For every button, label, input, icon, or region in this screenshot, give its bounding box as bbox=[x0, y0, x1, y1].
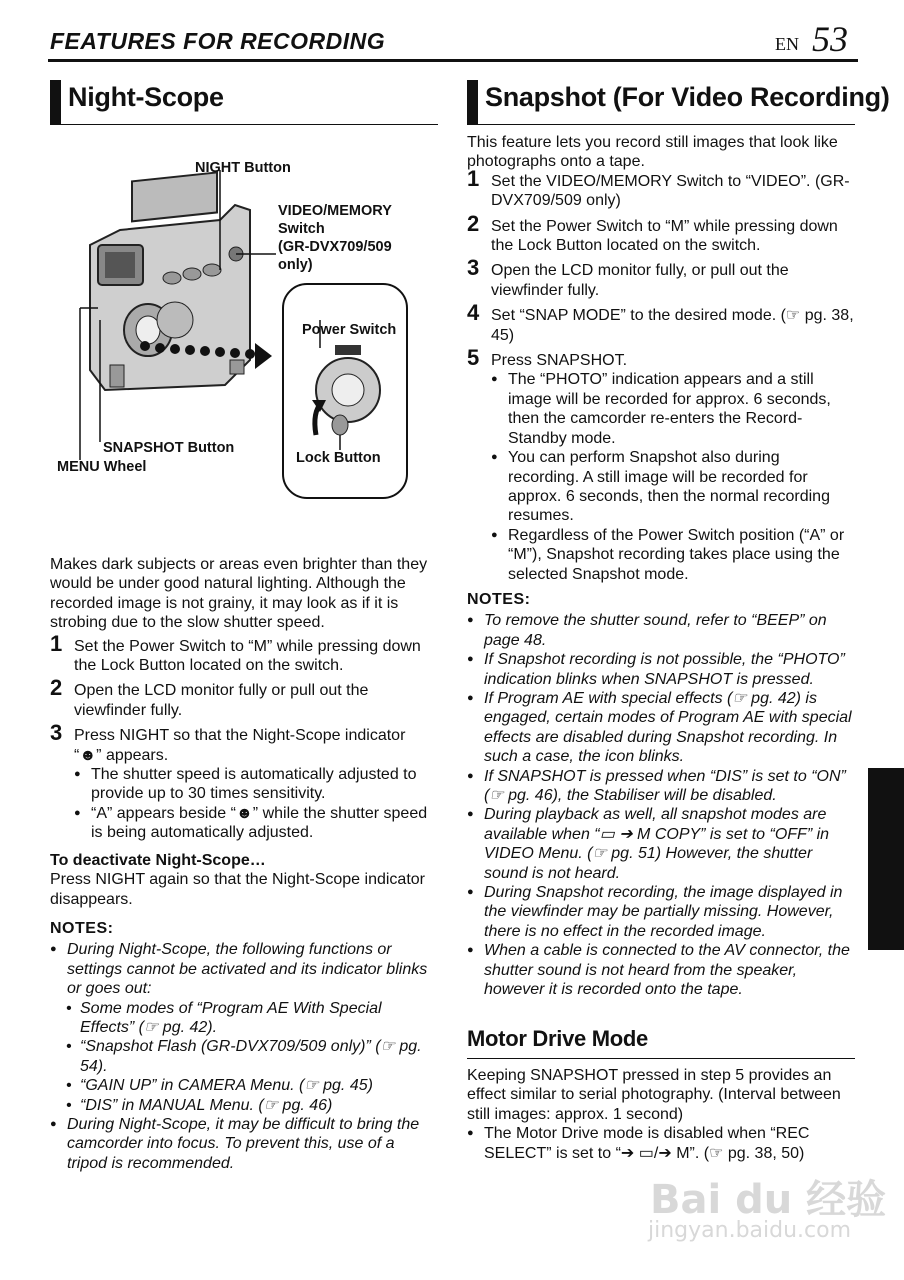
step-2: 2 Set the Power Switch to “M” while pressing down the Lock Button located on the switch. bbox=[467, 210, 838, 255]
note-item: ● When a cable is connected to the AV connector, the shutter sound is not heard from the speaker, however it is recorded onto the tape. bbox=[467, 941, 855, 999]
label-video-memory: VIDEO/MEMORY bbox=[278, 203, 392, 219]
intro-text: Makes dark subjects or areas even brighter than they would be under good natural lighting. Although the recorded image is not grainy, it may look as if it is strobing due to the slow shutter speed. bbox=[50, 556, 428, 632]
deactivate-text: Press NIGHT again so that the Night-Scope indicator disappears. bbox=[50, 871, 425, 908]
step-2: 2 Open the LCD monitor fully or pull out the viewfinder fully. bbox=[50, 675, 369, 719]
notes-heading: NOTES: bbox=[467, 590, 531, 608]
note-item: ● During playback as well, all snapshot modes are available when “▭ ➔ M COPY” is set to “OFF” in VIDEO Menu. (☞ pg. 51) However, the shutter sound is not heard. bbox=[467, 805, 855, 883]
motor-drive-bullet: ● The Motor Drive mode is disabled when “REC SELECT” is set to “➔ ▭/➔ M”. (☞ pg. 38, 50) bbox=[467, 1124, 855, 1163]
snapshot-body bbox=[467, 133, 855, 999]
note-subitem: • “DIS” in MANUAL Menu. (☞ pg. 46) bbox=[66, 1096, 436, 1115]
step-1: 1 Set the Power Switch to “M” while pressing down the Lock Button located on the switch. bbox=[50, 630, 421, 675]
snapshot-intro: This feature lets you record still images that look like photographs onto a tape. bbox=[467, 134, 838, 171]
snapshot-title: Snapshot (For Video Recording) bbox=[485, 82, 890, 112]
note-subitem: • “Snapshot Flash (GR-DVX709/509 only)” (☞ pg. 54). bbox=[66, 1037, 436, 1076]
section-bar bbox=[50, 80, 61, 124]
motor-drive-body bbox=[467, 1066, 855, 1163]
note-item: ● If SNAPSHOT is pressed when “DIS” is set to “ON” (☞ pg. 46), the Stabiliser will be disabled. bbox=[467, 767, 855, 806]
step-3: 3 Press NIGHT so that the Night-Scope indicator “☻” appears. ● The shutter speed is automatically adjusted to provide up to 30 times sensitivity. ● “A” appears beside “☻” while the shutter speed is being automatically adjusted. bbox=[50, 726, 436, 842]
label-power-switch: Power Switch bbox=[302, 322, 397, 338]
note-item: ● If Snapshot recording is not possible, the “PHOTO” indication blinks when SNAPSHOT is pressed. bbox=[467, 650, 855, 689]
section-bar bbox=[467, 80, 478, 124]
label-video-memory: only) bbox=[278, 257, 313, 273]
label-night-button: NIGHT Button bbox=[195, 160, 291, 176]
note-item: ● To remove the shutter sound, refer to “BEEP” on page 48. bbox=[467, 611, 855, 650]
label-lock-button: Lock Button bbox=[296, 450, 381, 466]
motor-drive-title: Motor Drive Mode bbox=[467, 1026, 648, 1051]
motor-drive-text: Keeping SNAPSHOT pressed in step 5 provides an effect similar to serial photography. (Interval between still images: approx. 1 second) bbox=[467, 1067, 841, 1123]
step-5-bullet: ● You can perform Snapshot also during recording. A still image will be recorded for approx. 6 seconds, then the normal recording resumes. bbox=[491, 448, 855, 526]
language-label: EN bbox=[775, 34, 799, 54]
step-3-bullet: ● “A” appears beside “☻” while the shutter speed is being automatically adjusted. bbox=[74, 804, 436, 843]
label-snapshot-button: SNAPSHOT Button bbox=[103, 440, 235, 456]
step-3-bullet: ● The shutter speed is automatically adjusted to provide up to 30 times sensitivity. bbox=[74, 765, 436, 804]
watermark-logo: Bai du 经验 bbox=[650, 1177, 887, 1223]
section-rule bbox=[467, 124, 855, 125]
step-1: 1 Set the VIDEO/MEMORY Switch to “VIDEO”. (GR-DVX709/509 only) bbox=[467, 165, 850, 210]
step-3: 3 Open the LCD monitor fully, or pull out the viewfinder fully. bbox=[467, 255, 789, 299]
page-number: 53 bbox=[812, 19, 848, 59]
label-menu-wheel: MENU Wheel bbox=[57, 459, 147, 475]
section-rule bbox=[467, 1058, 855, 1059]
chapter-tab bbox=[868, 768, 904, 950]
note-subitem: • “GAIN UP” in CAMERA Menu. (☞ pg. 45) bbox=[66, 1076, 436, 1095]
watermark-url: jingyan.baidu.com bbox=[648, 1218, 852, 1243]
night-scope-body bbox=[50, 555, 436, 1173]
notes-heading: NOTES: bbox=[50, 919, 114, 937]
step-4: 4 Set “SNAP MODE” to the desired mode. (☞ pg. 38, 45) bbox=[467, 300, 854, 344]
step-5-bullet: ● Regardless of the Power Switch position (“A” or “M”), Snapshot recording takes place using the selected Snapshot mode. bbox=[491, 526, 855, 584]
label-video-memory: (GR-DVX709/509 bbox=[278, 239, 392, 255]
deactivate-heading: To deactivate Night-Scope… bbox=[50, 851, 266, 869]
note-item: ● During Night-Scope, the following functions or settings cannot be activated and its indicator blinks or goes out: bbox=[50, 940, 436, 998]
note-item: ● If Program AE with special effects (☞ pg. 42) is engaged, certain modes of Program AE with special effects are disabled during Snapshot recording. In such a case, the icon blinks. bbox=[467, 689, 855, 767]
night-scope-title: Night-Scope bbox=[68, 82, 224, 112]
header-rule bbox=[48, 59, 858, 62]
step-5-bullet: ● The “PHOTO” indication appears and a still image will be recorded for approx. 6 seconds, then the camcorder re-enters the Record-Standby mode. bbox=[491, 370, 855, 448]
section-rule bbox=[50, 124, 438, 125]
note-item: ● During Snapshot recording, the image displayed in the viewfinder may be partially missing. However, there is no effect in the recorded image. bbox=[467, 883, 855, 941]
label-video-memory: Switch bbox=[278, 221, 325, 237]
header-title: FEATURES FOR RECORDING bbox=[50, 28, 386, 54]
step-5: 5 Press SNAPSHOT. ● The “PHOTO” indication appears and a still image will be recorded for approx. 6 seconds, then the camcorder re-enters the Record-Standby mode. ● You can perform Snapshot also during recording. A still image will be recorded for approx. 6 seconds, then the normal recording resumes. ● Regardless of the Power Switch position (“A” or “M”), Snapshot recording takes place using the selected Snapshot mode. bbox=[467, 351, 855, 584]
note-item: ● During Night-Scope, it may be difficult to bring the camcorder into focus. To prevent this, use of a tripod is recommended. bbox=[50, 1115, 436, 1173]
note-subitem: • Some modes of “Program AE With Special Effects” (☞ pg. 42). bbox=[66, 999, 436, 1038]
